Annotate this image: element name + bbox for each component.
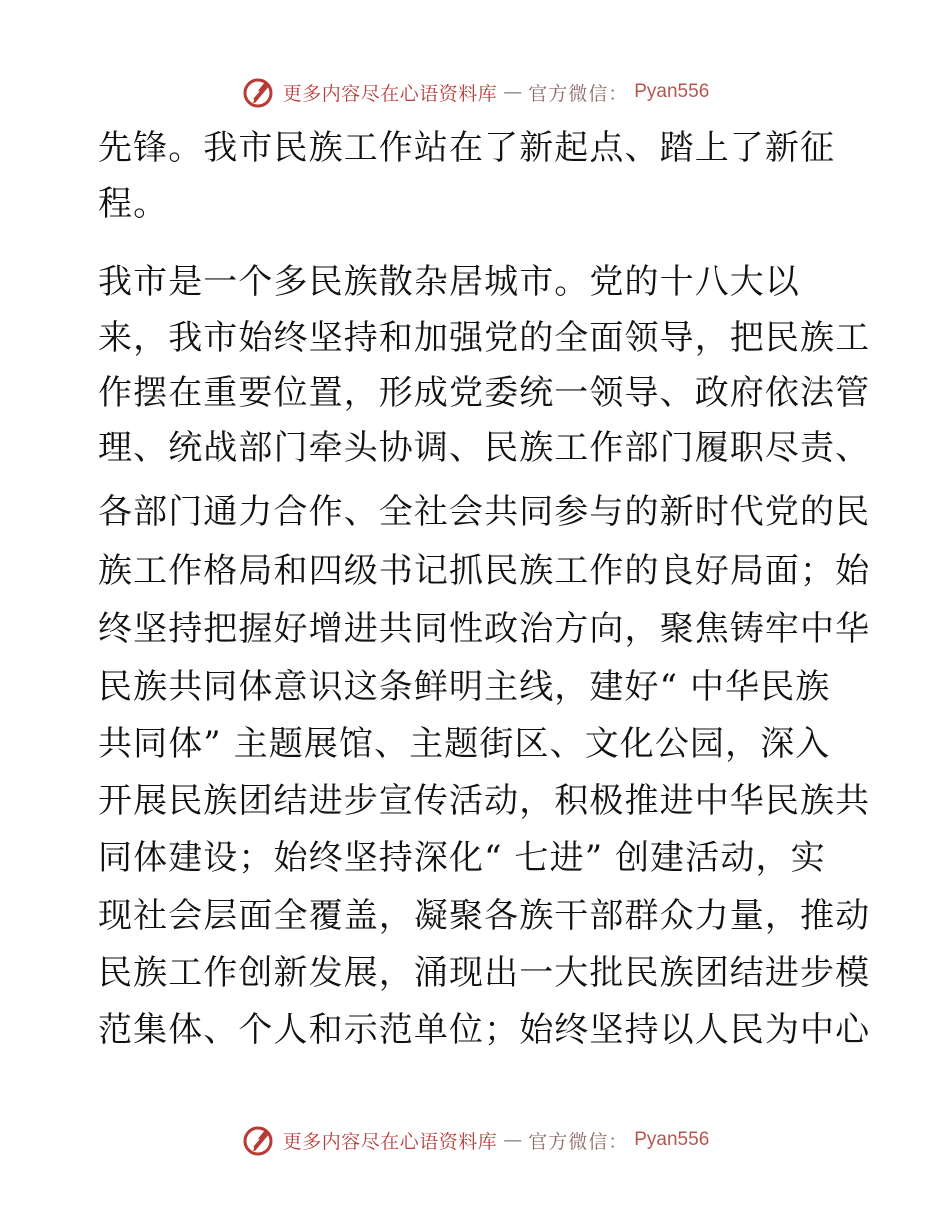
quill-pen-logo-icon xyxy=(241,1122,277,1158)
text-line: 族工作格局和四级书记抓民族工作的良好局面；始 xyxy=(98,551,871,591)
text-line: 理、统战部门牵头协调、民族工作部门履职尽责、 xyxy=(98,428,871,468)
quill-pen-logo-icon xyxy=(241,74,277,110)
text-line: 我市是一个多民族散杂居城市。党的十八大以 xyxy=(98,262,800,302)
banner-text: 更多内容尽在心语资料库 xyxy=(282,1130,498,1153)
text-line: 共同体” 主题展馆、主题街区、文化公园，深入 xyxy=(98,724,831,764)
text-line: 作摆在重要位置，形成党委统一领导、政府依法管 xyxy=(98,373,871,413)
banner-dash: — xyxy=(503,81,523,103)
banner-wechat-label: 官方微信： xyxy=(528,82,629,105)
text-line: 范集体、个人和示范单位；始终坚持以人民为中心 xyxy=(98,1010,871,1050)
text-line: 各部门通力合作、全社会共同参与的新时代党的民 xyxy=(98,492,871,532)
footer-banner xyxy=(0,1120,950,1160)
text-line: 程。 xyxy=(98,184,169,224)
text-line: 来，我市始终坚持和加强党的全面领导，把民族工 xyxy=(98,318,871,358)
header-banner xyxy=(0,72,950,112)
text-line: 民族工作创新发展，涌现出一大批民族团结进步模 xyxy=(98,953,871,993)
banner-wechat-id: Pyan556 xyxy=(634,1129,710,1150)
banner-wechat-id: Pyan556 xyxy=(634,81,710,102)
banner-wechat-label: 官方微信： xyxy=(528,1130,629,1153)
text-line: 终坚持把握好增进共同性政治方向，聚焦铸牢中华 xyxy=(98,609,871,649)
text-line: 先锋。我市民族工作站在了新起点、踏上了新征 xyxy=(98,128,836,168)
banner-text: 更多内容尽在心语资料库 xyxy=(282,82,498,105)
text-line: 同体建设；始终坚持深化“ 七进” 创建活动，实 xyxy=(98,838,826,878)
banner-dash: — xyxy=(503,1129,523,1151)
text-line: 现社会层面全覆盖，凝聚各族干部群众力量，推动 xyxy=(98,896,871,936)
text-line: 开展民族团结进步宣传活动，积极推进中华民族共 xyxy=(98,781,871,821)
text-line: 民族共同体意识这条鲜明主线，建好“ 中华民族 xyxy=(98,667,831,707)
